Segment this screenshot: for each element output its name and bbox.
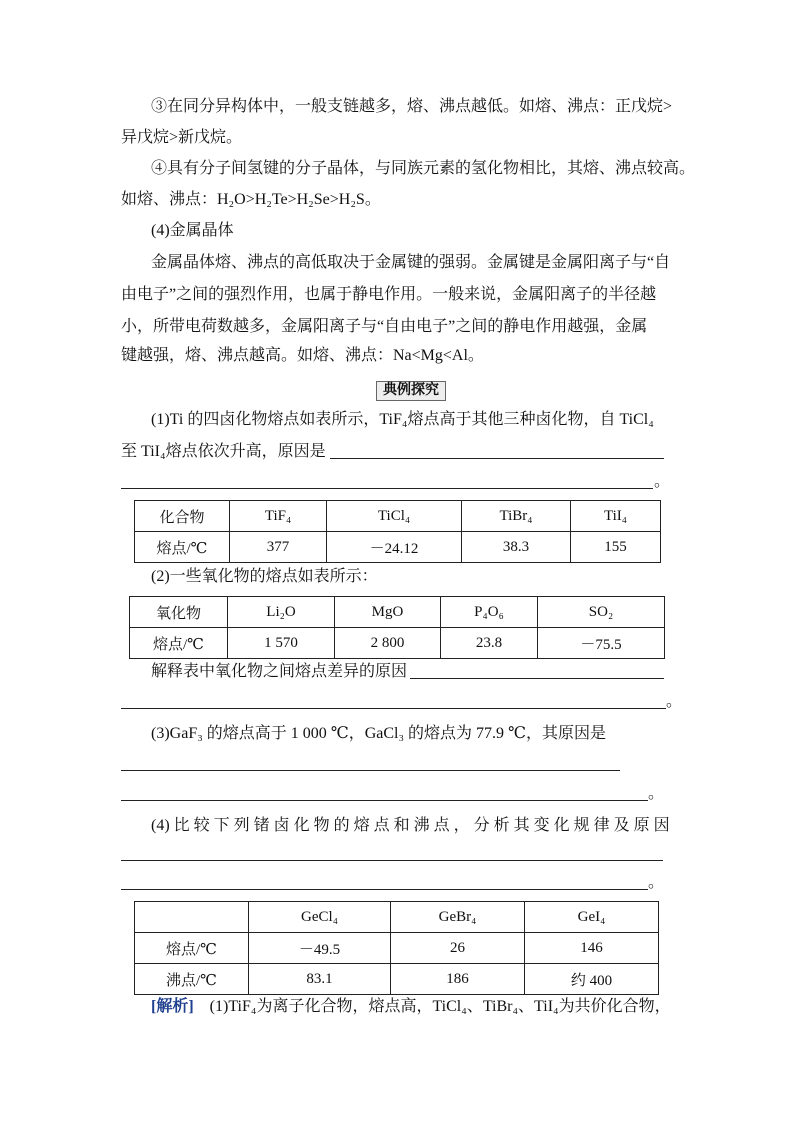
answer-blank-q3a[interactable]	[121, 770, 620, 771]
table-header-cell: SO₂	[538, 597, 665, 628]
table-cell: 26	[391, 933, 525, 964]
metal-line1: 金属晶体熔、沸点的高低取决于金属键的强弱。金属键是金属阳离子与“自	[151, 254, 671, 271]
table-cell: 377	[230, 532, 327, 563]
para4-line1: ④具有分子间氢键的分子晶体，与同族元素的氢化物相比，其熔、沸点较高。	[151, 160, 696, 177]
metal-line4: 键越强，熔、沸点越高。如熔、沸点：Na<Mg<Al。	[121, 347, 484, 364]
table-oxides	[129, 596, 665, 659]
table-cell: 沸点/℃	[135, 964, 249, 995]
table-row	[135, 532, 661, 563]
answer-blank-q2a[interactable]	[410, 678, 664, 679]
para3-line2: 异戊烷>新戊烷。	[121, 129, 243, 146]
q1-line1: (1)Ti 的四卤化物熔点如表所示，TiF₄熔点高于其他三种卤化物，自 TiCl₄	[151, 411, 654, 428]
table-header-row	[135, 902, 659, 933]
period-q1: 。	[654, 473, 671, 490]
table-cell: 约 400	[525, 964, 659, 995]
table-ti-halides	[134, 500, 661, 563]
q2-line1: (2)一些氧化物的熔点如表所示：	[151, 568, 378, 585]
table-header-cell: TiF₄	[230, 501, 327, 532]
q1-line2: 至 TiI₄熔点依次升高，原因是	[121, 443, 326, 460]
table-cell: 186	[391, 964, 525, 995]
q2-line2: 解释表中氧化物之间熔点差异的原因	[151, 663, 408, 680]
table-ge-halides	[134, 901, 659, 995]
table-header-cell: 化合物	[135, 501, 230, 532]
section-tag: 典例探究	[376, 381, 446, 401]
period-q3: 。	[648, 785, 665, 802]
table-cell: 1 570	[228, 628, 335, 659]
table-header-cell: GeI₄	[525, 902, 659, 933]
table-cell: 熔点/℃	[135, 933, 249, 964]
table-row	[135, 933, 659, 964]
answer-blank-q2b[interactable]	[121, 708, 666, 709]
table-cell: 146	[525, 933, 659, 964]
table-header-row	[130, 597, 665, 628]
table-header-cell	[135, 902, 249, 933]
answer-blank-q1a[interactable]	[330, 458, 664, 459]
metal-line3: 小，所带电荷数越多，金属阳离子与“自由电子”之间的静电作用越强，金属	[121, 318, 648, 335]
table-header-cell: 氧化物	[130, 597, 228, 628]
period-q4: 。	[648, 874, 665, 891]
table-cell: －49.5	[249, 933, 391, 964]
metal-heading: (4)金属晶体	[151, 222, 234, 239]
answer-blank-q4a[interactable]	[121, 860, 663, 861]
answer-blank-q3b[interactable]	[121, 800, 648, 801]
analysis-line	[151, 997, 671, 1017]
table-row	[130, 628, 665, 659]
table-cell: －75.5	[538, 628, 665, 659]
para4-line2: 如熔、沸点：H₂O>H₂Te>H₂Se>H₂S。	[121, 191, 381, 208]
table-cell: －24.12	[327, 532, 462, 563]
analysis-label: [解析]	[151, 998, 194, 1015]
table-cell: 23.8	[441, 628, 538, 659]
table-header-cell: TiBr₄	[462, 501, 571, 532]
metal-line2: 由电子”之间的强烈作用，也属于静电作用。一般来说，金属阳离子的半径越	[121, 286, 657, 303]
q4-line1: (4) 比 较 下 列 锗 卤 化 物 的 熔 点 和 沸 点 ， 分 析 其 变 化 规 律 及 原 因	[151, 817, 670, 834]
table-row	[135, 964, 659, 995]
table-header-cell: GeBr₄	[391, 902, 525, 933]
table-header-cell: TiCl₄	[327, 501, 462, 532]
table-header-cell: GeCl₄	[249, 902, 391, 933]
answer-blank-q4b[interactable]	[121, 889, 648, 890]
analysis-text: (1)TiF₄为离子化合物，熔点高，TiCl₄、TiBr₄、TiI₄为共价化合物，	[209, 998, 671, 1015]
para3-line1: ③在同分异构体中，一般支链越多，熔、沸点越低。如熔、沸点：正戊烷>	[151, 98, 673, 115]
table-cell: 155	[571, 532, 661, 563]
table-header-cell: Li₂O	[228, 597, 335, 628]
table-header-cell: TiI₄	[571, 501, 661, 532]
table-header-cell: P₄O₆	[441, 597, 538, 628]
period-q2: 。	[666, 693, 683, 710]
table-header-row	[135, 501, 661, 532]
table-header-cell: MgO	[335, 597, 441, 628]
q3-line1: (3)GaF₃ 的熔点高于 1 000 ℃，GaCl₃ 的熔点为 77.9 ℃，其原因是	[151, 725, 606, 742]
table-cell: 38.3	[462, 532, 571, 563]
answer-blank-q1b[interactable]	[121, 488, 653, 489]
table-cell: 熔点/℃	[130, 628, 228, 659]
table-cell: 2 800	[335, 628, 441, 659]
table-cell: 熔点/℃	[135, 532, 230, 563]
table-cell: 83.1	[249, 964, 391, 995]
